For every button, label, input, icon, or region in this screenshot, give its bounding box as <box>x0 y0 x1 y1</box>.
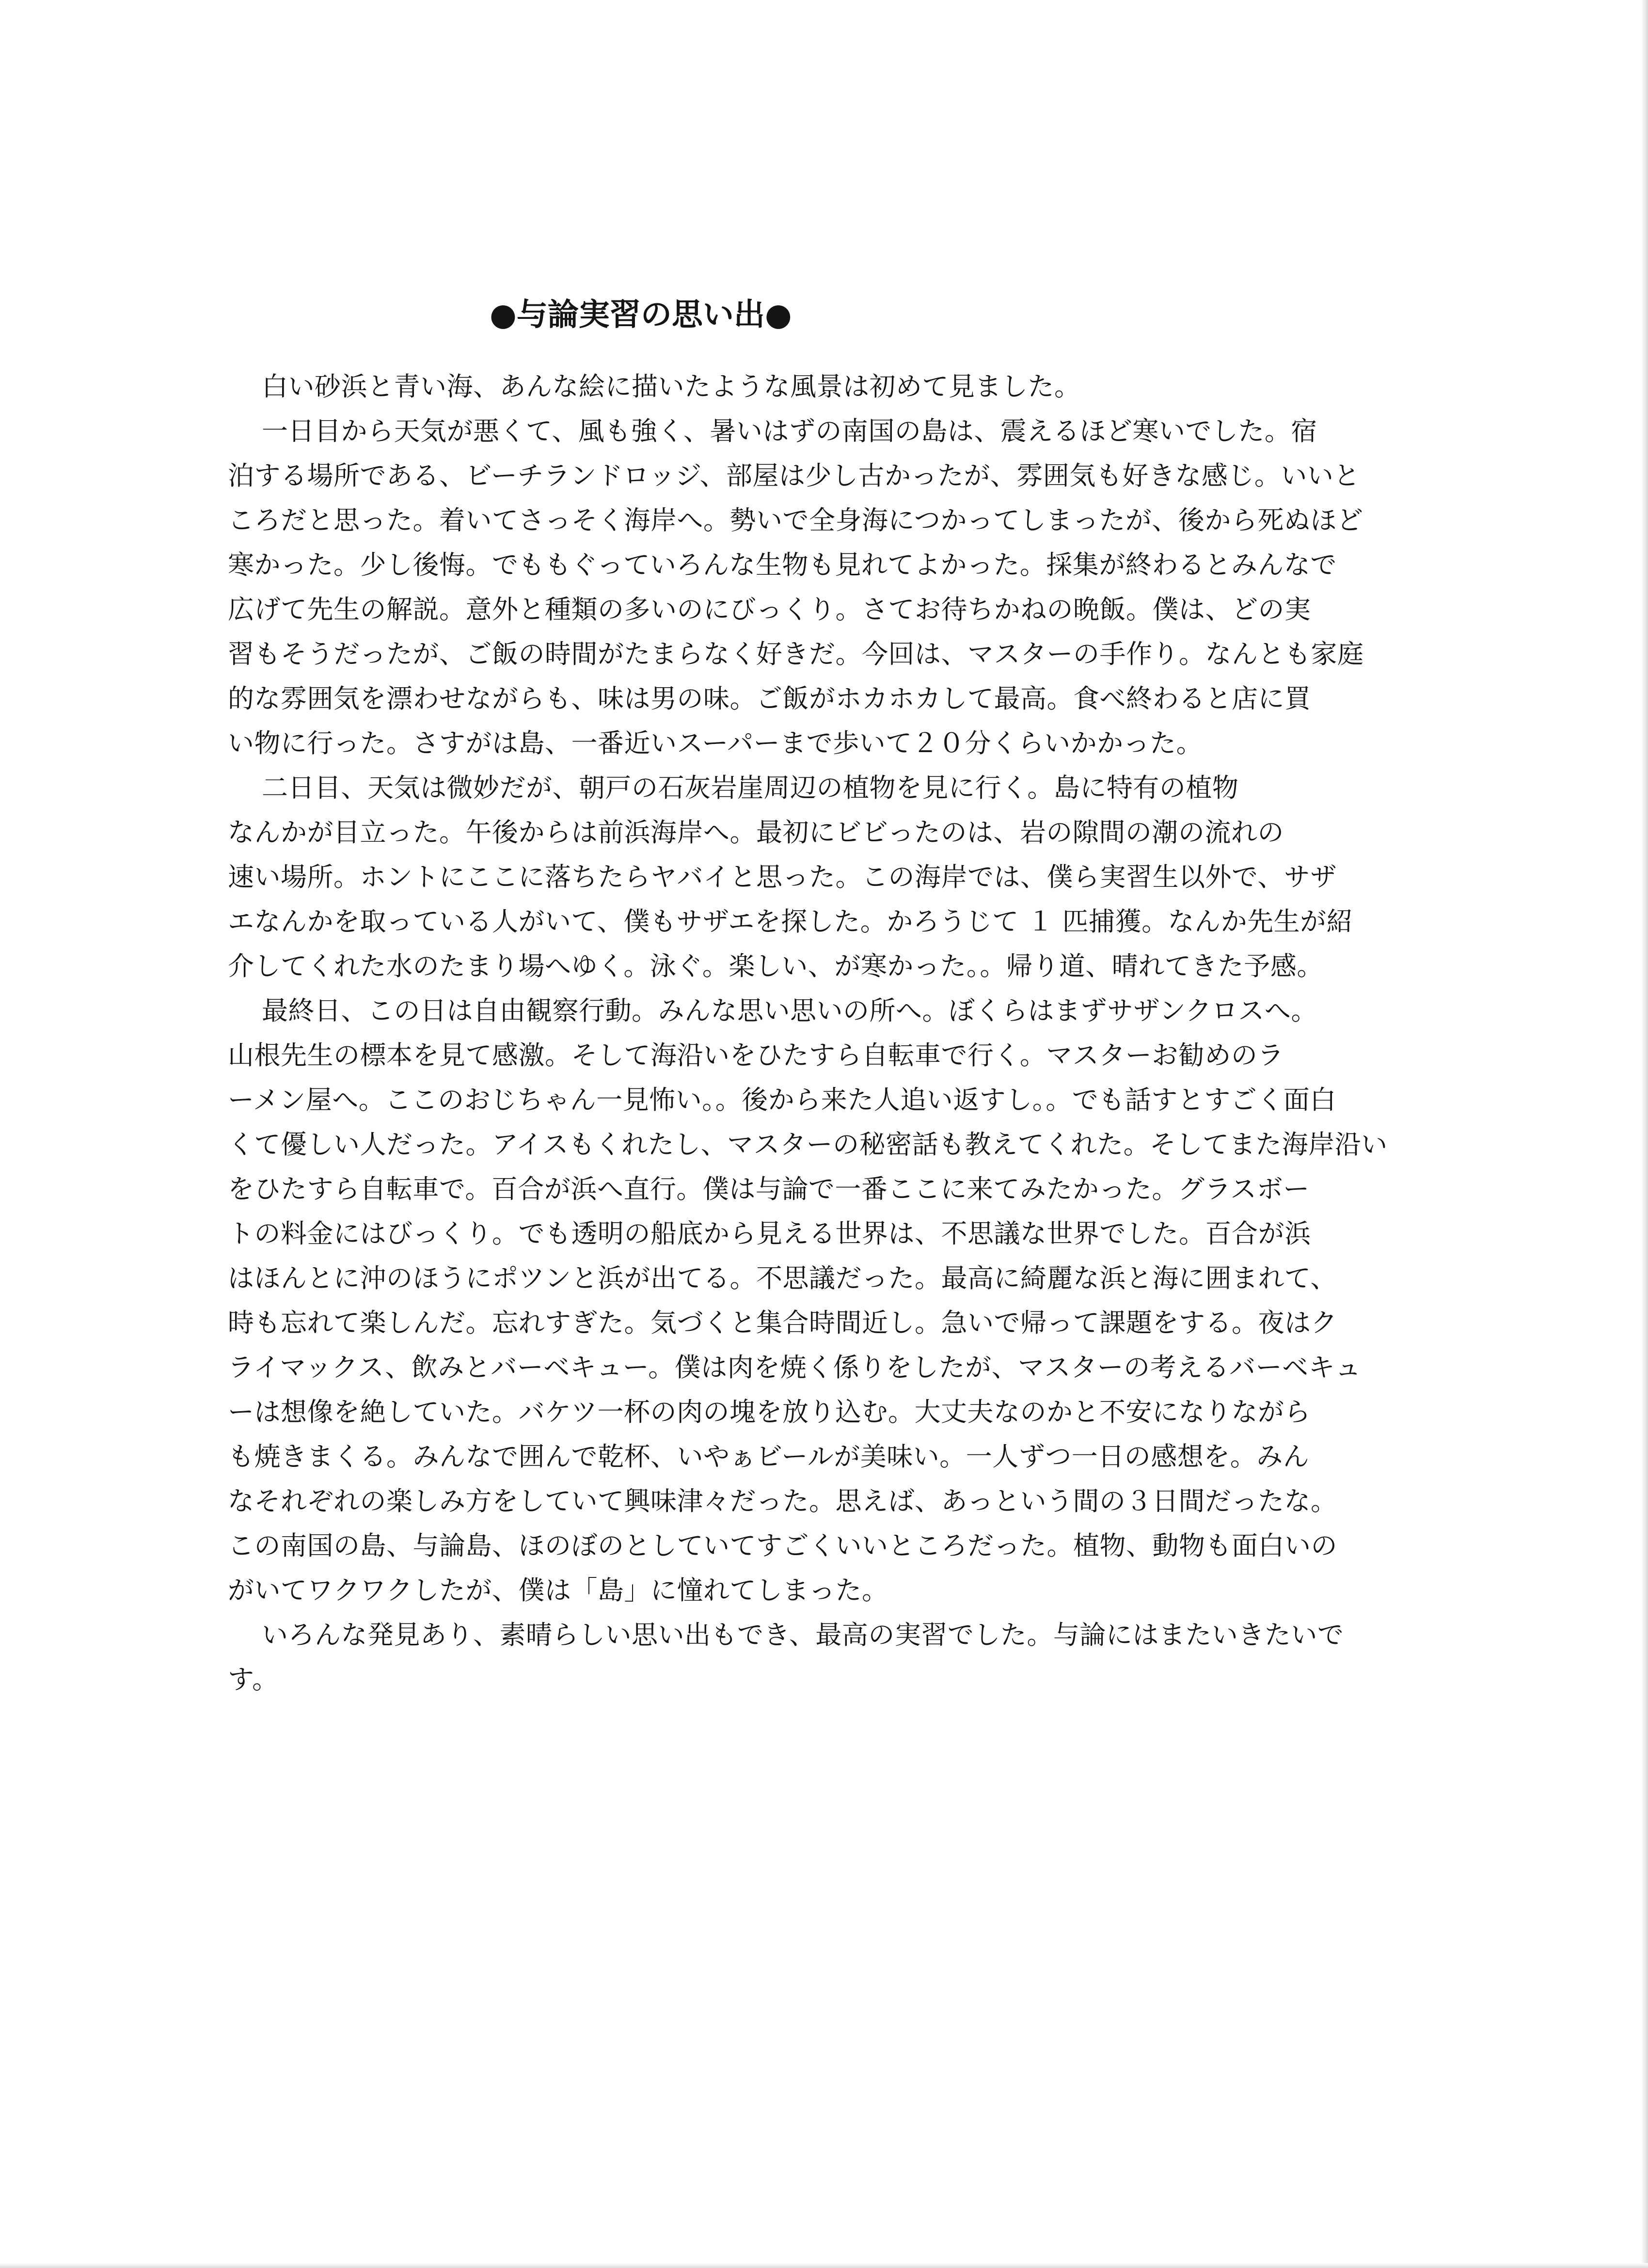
text-line: くて優しい人だった。アイスもくれたし、マスターの秘密話も教えてくれた。そしてまた海岸沿い <box>228 1129 1388 1160</box>
text-line: 広げて先生の解説。意外と種類の多いのにびっくり。さてお待ちかねの晩飯。僕は、どの実 <box>228 594 1311 625</box>
text-line: す。 <box>228 1664 279 1695</box>
text-line: ーメン屋へ。ここのおじちゃん一見怖い。。後から来た人追い返すし。。でも話すとすごく面白 <box>228 1085 1336 1115</box>
text-line: 白い砂浜と青い海、あんな絵に描いたような風景は初めて見ました。 <box>262 371 1081 402</box>
text-line: 最終日、この日は自由観察行動。みんな思い思いの所へ。ぼくらはまずサザンクロスへ。 <box>262 995 1317 1026</box>
text-line: 時も忘れて楽しんだ。忘れすぎた。気づくと集合時間近し。急いで帰って課題をする。夜はク <box>228 1307 1337 1338</box>
text-line: も焼きまくる。みんなで囲んで乾杯、いやぁビールが美味い。一人ずつ一日の感想を。みん <box>228 1441 1310 1472</box>
text-line: 速い場所。ホントにここに落ちたらヤバイと思った。この海岸では、僕ら実習生以外で、サザ <box>228 862 1337 892</box>
text-line: はほんとに沖のほうにポツンと浜が出てる。不思議だった。最高に綺麗な浜と海に囲まれて、 <box>228 1263 1337 1293</box>
text-line: 泊する場所である、ビーチランドロッジ、部屋は少し古かったが、雰囲気も好きな感じ。いいと <box>228 460 1360 491</box>
text-line: ーは想像を絶していた。バケツ一杯の肉の塊を放り込む。大丈夫なのかと不安になりながら <box>228 1397 1311 1427</box>
text-line: い物に行った。さすがは島、一番近いスーパーまで歩いて２０分くらいかかった。 <box>228 728 1203 758</box>
text-line: 一日目から天気が悪くて、風も強く、暑いはずの南国の島は、震えるほど寒いでした。宿 <box>262 416 1317 446</box>
text-line: をひたすら自転車で。百合が浜へ直行。僕は与論で一番ここに来てみたかった。グラスボー <box>228 1174 1310 1204</box>
text-line: なんかが目立った。午後からは前浜海岸へ。最初にビビったのは、岩の隙間の潮の流れの <box>228 817 1284 848</box>
text-line: がいてワクワクしたが、僕は「島」に憧れてしまった。 <box>228 1575 888 1606</box>
text-line: ころだと思った。着いてさっそく海岸へ。勢いで全身海につかってしまったが、後から死ぬほど <box>228 505 1363 536</box>
text-line: 寒かった。少し後悔。でももぐっていろんな生物も見れてよかった。採集が終わるとみんなで <box>228 550 1337 580</box>
text-line: この南国の島、与論島、ほのぼのとしていてすごくいいところだった。植物、動物も面白いの <box>228 1530 1337 1561</box>
text-line: ライマックス、飲みとバーベキュー。僕は肉を焼く係りをしたが、マスターの考えるバーベキュ <box>228 1352 1362 1383</box>
text-line: なそれぞれの楽しみ方をしていて興味津々だった。思えば、あっという間の３日間だったな。 <box>228 1486 1337 1516</box>
text-line: いろんな発見あり、素晴らしい思い出もでき、最高の実習でした。与論にはまたいきたいで <box>262 1620 1344 1650</box>
page-title: ●与論実習の思い出● <box>490 297 792 333</box>
scan-edge-bottom <box>0 2263 1648 2268</box>
text-line: トの料金にはびっくり。でも透明の船底から見える世界は、不思議な世界でした。百合が浜 <box>228 1218 1311 1249</box>
scan-edge-right <box>1641 0 1648 2268</box>
text-line: 二日目、天気は微妙だが、朝戸の石灰岩崖周辺の植物を見に行く。島に特有の植物 <box>262 772 1239 803</box>
text-line: 介してくれた水のたまり場へゆく。泳ぐ。楽しい、が寒かった。。帰り道、晴れてきた予感。 <box>228 951 1323 981</box>
essay-body <box>228 364 1420 1702</box>
text-line: 習もそうだったが、ご飯の時間がたまらなく好きだ。今回は、マスターの手作り。なんとも家庭 <box>228 639 1364 669</box>
text-line: エなんかを取っている人がいて、僕もサザエを探した。かろうじて １ 匹捕獲。なんか先生が紹 <box>228 906 1353 937</box>
text-line: 山根先生の標本を見て感激。そして海沿いをひたすら自転車で行く。マスターお勧めのラ <box>228 1040 1284 1071</box>
text-line: 的な雰囲気を漂わせながらも、味は男の味。ご飯がホカホカして最高。食べ終わると店に買 <box>228 683 1311 714</box>
